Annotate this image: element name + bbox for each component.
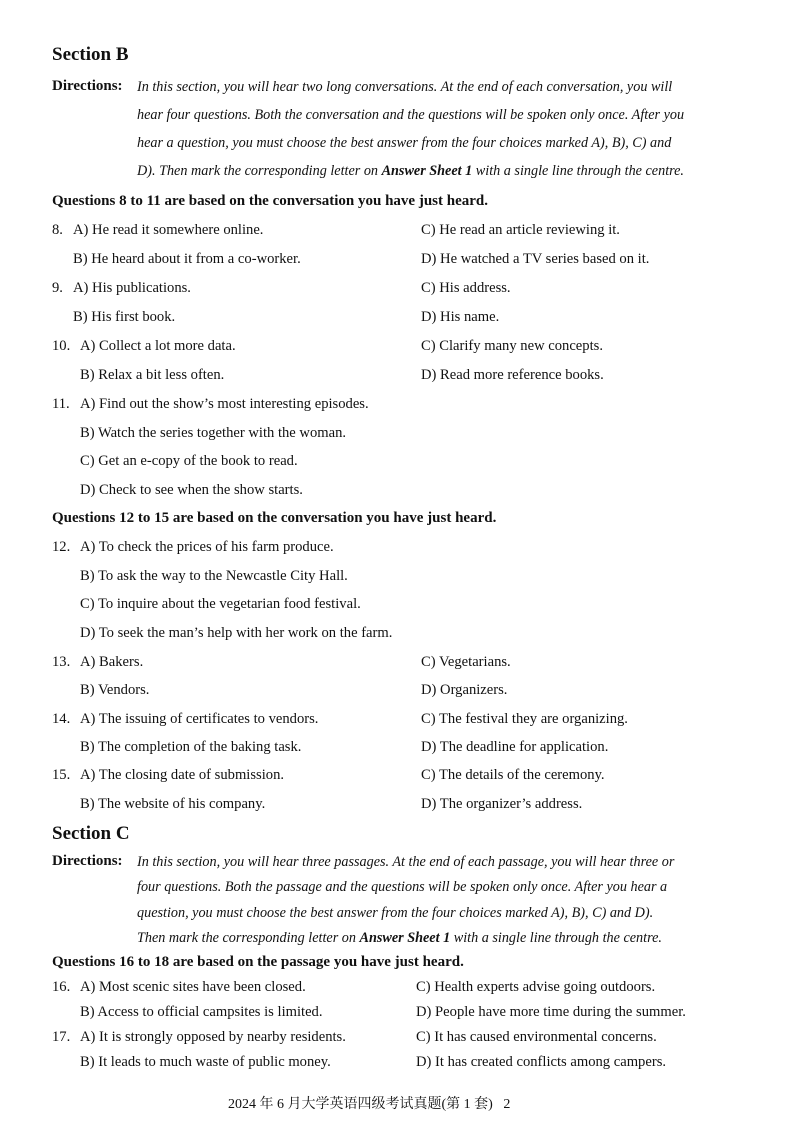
question-number: 17. [52,1029,71,1045]
answer-sheet-ref: Answer Sheet 1 [359,930,451,946]
option-c: C) The details of the ceremony. [421,767,605,783]
option-d: D) Check to see when the show starts. [80,482,303,498]
option-c: C) It has caused environmental concerns. [416,1029,657,1045]
option-d: D) Read more reference books. [421,367,604,383]
option-a: A) To check the prices of his farm produce. [80,539,334,555]
question-number: 11. [52,396,70,412]
option-d: D) People have more time during the summer. [416,1004,686,1020]
question-number: 8. [52,222,63,238]
option-c: C) Get an e-copy of the book to read. [80,453,298,469]
section-b-directions-line: D). Then mark the corresponding letter on Answer Sheet 1 with a single line through the centre. [137,163,684,179]
option-b: B) His first book. [73,309,176,325]
option-a: A) Bakers. [80,654,144,670]
option-a: A) The closing date of submission. [80,767,285,783]
question-number: 15. [52,767,71,783]
option-d: D) The deadline for application. [421,739,609,755]
option-b: B) Relax a bit less often. [80,367,225,383]
option-c: C) He read an article reviewing it. [421,222,620,238]
page-number: 2 [503,1097,511,1112]
option-c: C) Clarify many new concepts. [421,338,603,354]
option-c: C) His address. [421,280,511,296]
option-a: A) It is strongly opposed by nearby residents. [80,1029,346,1045]
section-c-directions-line: In this section, you will hear three passages. At the end of each passage, you will hear three or [137,854,675,870]
answer-sheet-ref: Answer Sheet 1 [381,163,473,179]
option-b: B) The website of his company. [80,796,266,812]
option-b: B) Access to official campsites is limited. [80,1004,323,1020]
option-a: A) Find out the show’s most interesting episodes. [80,396,369,412]
option-d: D) The organizer’s address. [421,796,583,812]
section-b-title: Section B [52,44,129,65]
option-d: D) He watched a TV series based on it. [421,251,650,267]
question-number: 10. [52,338,71,354]
option-b: B) It leads to much waste of public money. [80,1054,331,1070]
question-group-heading: Questions 12 to 15 are based on the conversation you have just heard. [52,510,497,526]
section-c-title: Section C [52,823,130,844]
option-b: B) He heard about it from a co-worker. [73,251,301,267]
section-b-directions-line: In this section, you will hear two long conversations. At the end of each conversation, you will [137,79,673,95]
section-b-directions-line: hear a question, you must choose the best answer from the four choices marked A), B), C) and [137,135,672,151]
option-d: D) Organizers. [421,682,508,698]
option-b: B) Watch the series together with the woman. [80,425,347,441]
question-number: 12. [52,539,71,555]
footer-title: 2024 年 6 月大学英语四级考试真题(第 1 套) [228,1097,493,1112]
option-b: B) To ask the way to the Newcastle City Hall. [80,568,348,584]
section-b-directions-line: hear four questions. Both the conversation and the questions will be spoken only once. After you [137,107,685,123]
question-number: 16. [52,979,71,995]
question-number: 13. [52,654,71,670]
section-b-directions-label: Directions: [52,78,123,94]
option-b: B) Vendors. [80,682,150,698]
section-c-directions-line: question, you must choose the best answer from the four choices marked A), B), C) and D). [137,905,654,921]
option-c: C) To inquire about the vegetarian food festival. [80,596,361,612]
question-group-heading: Questions 16 to 18 are based on the passage you have just heard. [52,954,464,970]
option-a: A) He read it somewhere online. [73,222,264,238]
option-b: B) The completion of the baking task. [80,739,302,755]
option-a: A) The issuing of certificates to vendors. [80,711,319,727]
option-c: C) Vegetarians. [421,654,511,670]
option-d: D) It has created conflicts among campers. [416,1054,667,1070]
option-c: C) The festival they are organizing. [421,711,628,727]
option-a: A) His publications. [73,280,191,296]
section-c-directions-label: Directions: [52,853,123,869]
question-number: 14. [52,711,71,727]
page-footer [228,1093,510,1113]
option-c: C) Health experts advise going outdoors. [416,979,656,995]
question-number: 9. [52,280,63,296]
question-group-heading: Questions 8 to 11 are based on the conversation you have just heard. [52,193,488,209]
option-a: A) Collect a lot more data. [80,338,236,354]
option-a: A) Most scenic sites have been closed. [80,979,306,995]
section-c-directions-line: four questions. Both the passage and the questions will be spoken only once. After you hear a [137,879,668,895]
option-d: D) To seek the man’s help with her work on the farm. [80,625,393,641]
section-c-directions-line: Then mark the corresponding letter on Answer Sheet 1 with a single line through the centre. [137,930,662,946]
option-d: D) His name. [421,309,500,325]
